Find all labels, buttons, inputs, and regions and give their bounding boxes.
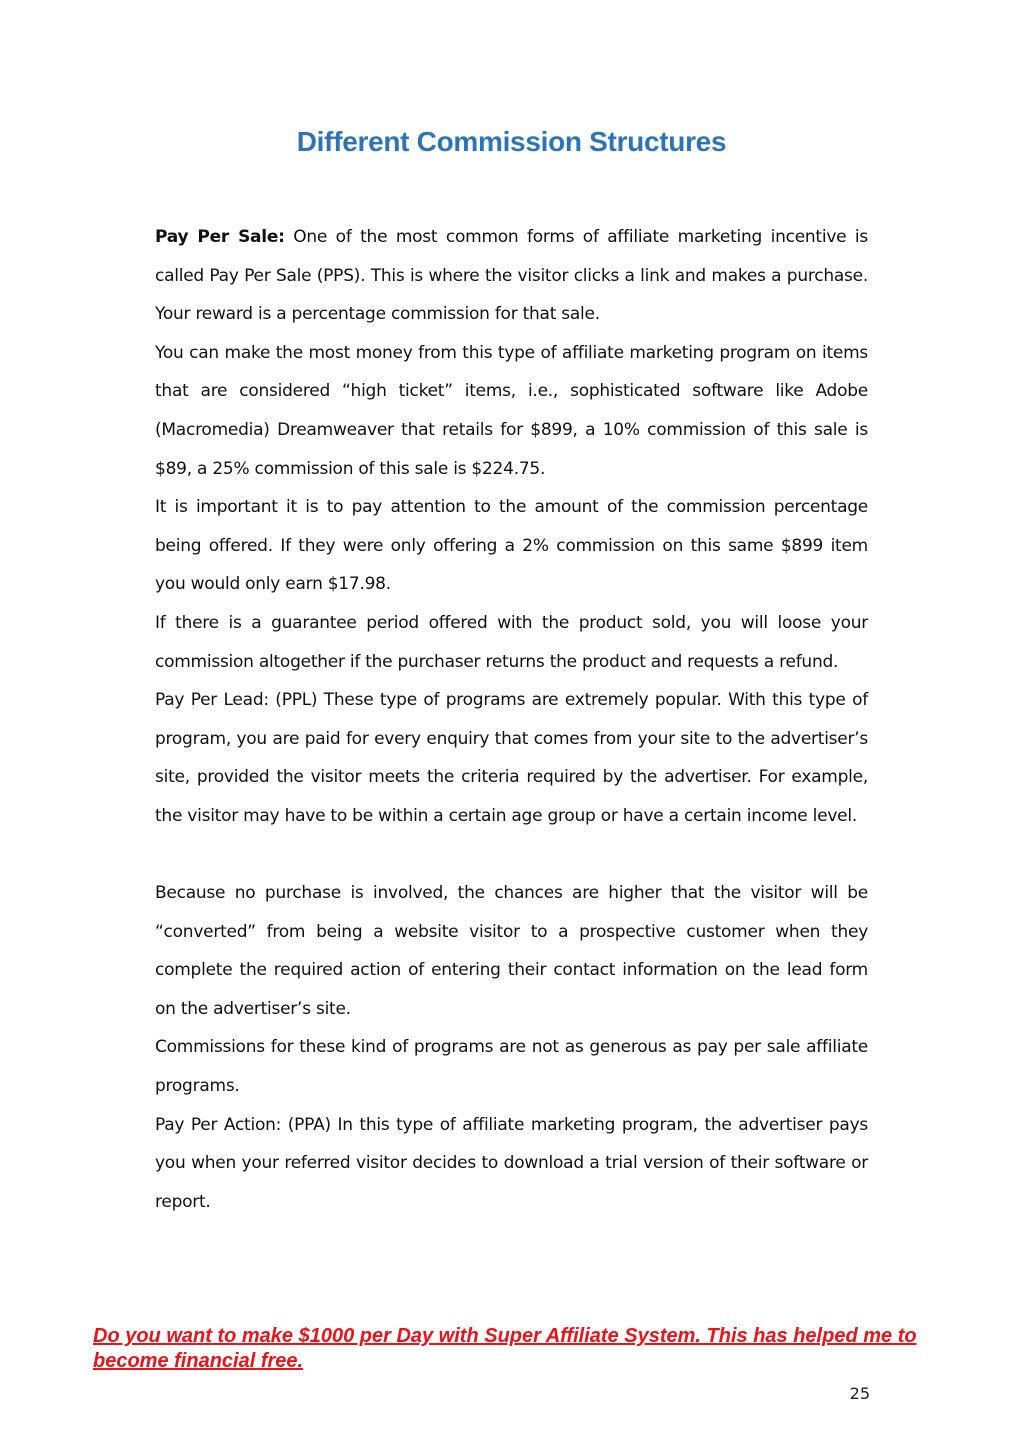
paragraph-high-ticket: You can make the most money from this type of affiliate marketing program on items that are considered “high ticket” items, i.e., sophisticated software like Adobe (Macromedia) Dreamweaver that retails for $899, a 10% commission of this sale is $89, a 25% commission of this sale is $224.75. xyxy=(155,342,868,479)
paragraph-commission-percentage: It is important it is to pay attention to the amount of the commission percentage being offered. If they were only offering a 2% commission on this same $899 item you would only earn $17.98. xyxy=(155,497,868,595)
pay-per-sale-heading: Pay Per Sale: xyxy=(155,227,285,247)
paragraph-converted: Because no purchase is involved, the chances are higher that the visitor will be “converted” from being a website visitor to a prospective customer when they complete the required action of entering their contact information on the lead form on the advertiser’s site. xyxy=(155,883,868,1019)
body-text xyxy=(155,218,868,1221)
paragraph-pay-per-action: Pay Per Action: (PPA) In this type of affiliate marketing program, the advertiser pays you when your referred visitor decides to download a trial version of their software or report. xyxy=(155,1114,868,1212)
page-number: 25 xyxy=(849,1384,870,1403)
paragraph-guarantee-period: If there is a guarantee period offered with the product sold, you will loose your commission altogether if the purchaser returns the product and requests a refund. xyxy=(155,612,868,672)
paragraph-text: One of the most common forms of affiliate marketing incentive is called Pay Per Sale (PPS). This is where the visitor clicks a link and makes a purchase. Your reward is a percentage commission for that sale. xyxy=(155,227,868,325)
paragraph-pay-per-lead: Pay Per Lead: (PPL) These type of programs are extremely popular. With this type of program, you are paid for every enquiry that comes from your site to the advertiser’s site, provided the visitor meets the criteria required by the advertiser. For example, the visitor may have to be within a certain age group or have a certain income level. xyxy=(155,690,868,826)
paragraph-spacer xyxy=(155,836,868,875)
paragraph-ppl-commissions: Commissions for these kind of programs are not as generous as pay per sale affiliate programs. xyxy=(155,1037,868,1097)
super-affiliate-link[interactable]: Do you want to make $1000 per Day with Super Affiliate System. This has helped me to become financial free. xyxy=(93,1325,917,1372)
page-title: Different Commission Structures xyxy=(296,126,727,157)
paragraph-pay-per-sale xyxy=(155,218,868,334)
